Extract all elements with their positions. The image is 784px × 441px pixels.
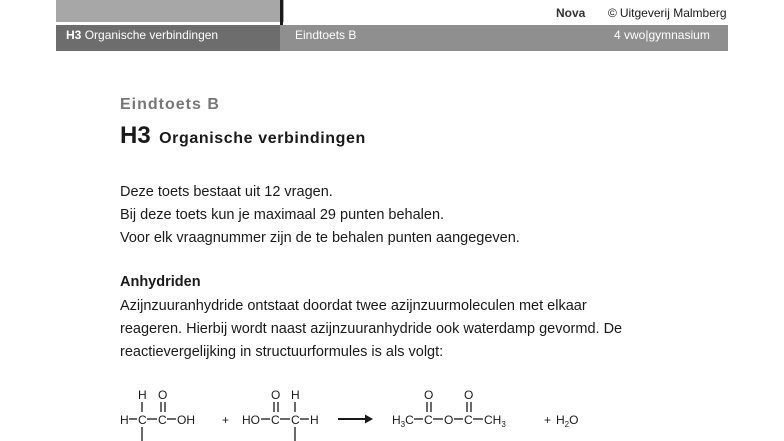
group-h3c xyxy=(392,413,414,429)
atom-o-top: O xyxy=(158,388,168,402)
atom-h-right: H xyxy=(310,413,319,427)
atom-c-2: C xyxy=(158,413,167,427)
intro-line-1: Deze toets bestaat uit 12 vragen. xyxy=(120,184,333,200)
atom-o-top-4: O xyxy=(464,388,474,402)
acetic-acid-molecule-2 xyxy=(242,388,319,441)
publisher xyxy=(608,6,727,20)
atom-c-5: C xyxy=(424,413,433,427)
group-ch3 xyxy=(484,413,506,429)
intro-line-3: Voor elk vraagnummer zijn de te behalen punten aangegeven. xyxy=(120,230,520,246)
header-chapter xyxy=(66,28,218,42)
header-chapter-code: H3 xyxy=(66,28,82,42)
atom-o: O xyxy=(569,413,579,427)
header-section: Eindtoets B xyxy=(295,28,357,42)
doc-subtitle: Eindtoets B xyxy=(120,96,220,113)
copyright-symbol: © xyxy=(608,6,617,20)
atom-h: H xyxy=(556,413,565,427)
arrow-head xyxy=(365,415,373,424)
section-line-3: reactievergelijking in structuurformules is als volgt: xyxy=(120,344,444,360)
plus-sign-2: + xyxy=(544,413,552,427)
atom-c-3: C xyxy=(271,413,280,427)
atom-o-top-2: O xyxy=(271,388,281,402)
atom-o-bridge: O xyxy=(444,413,454,427)
atom-h-left: H xyxy=(120,413,129,427)
header-top-strip xyxy=(56,0,284,22)
reaction-arrow xyxy=(338,415,373,424)
water-formula xyxy=(556,413,578,429)
subscript: 2 xyxy=(564,420,570,429)
atom-h-top: H xyxy=(138,388,147,402)
section-heading: Anhydriden xyxy=(120,274,201,290)
header-chapter-name: Organische verbindingen xyxy=(84,28,219,42)
atom-o-top-3: O xyxy=(424,388,434,402)
atom-c-6: C xyxy=(464,413,473,427)
publisher-name: Uitgeverij Malmberg xyxy=(619,6,727,20)
acetic-anhydride-molecule xyxy=(392,388,506,429)
group-ch: CH xyxy=(484,413,502,427)
subscript: 3 xyxy=(400,420,406,429)
header-level: 4 vwo|gymnasium xyxy=(614,28,710,42)
subscript: 3 xyxy=(501,420,506,429)
plus-sign-1: + xyxy=(222,413,230,427)
group-ho: HO xyxy=(242,413,260,427)
intro-line-2: Bij deze toets kun je maximaal 29 punten behalen. xyxy=(120,207,445,223)
section-line-1: Azijnzuuranhydride ontstaat doordat twee azijnzuurmoleculen met elkaar xyxy=(120,298,587,314)
atom-c-1: C xyxy=(138,413,147,427)
atom-c-4: C xyxy=(291,413,300,427)
atom-c: C xyxy=(405,413,414,427)
atom-h-top-2: H xyxy=(291,388,300,402)
reaction-structural-formula xyxy=(110,382,610,441)
brand-name: Nova xyxy=(556,6,586,20)
doc-title-code: H3 xyxy=(120,122,151,149)
atom-h: H xyxy=(392,413,401,427)
doc-title-name: Organische verbindingen xyxy=(159,130,366,147)
doc-title xyxy=(120,122,366,150)
section-line-2: reageren. Hierbij wordt naast azijnzuuranhydride ook waterdamp gevormd. De xyxy=(120,321,623,337)
acetic-acid-molecule-1 xyxy=(120,388,195,441)
group-oh: OH xyxy=(177,413,195,427)
